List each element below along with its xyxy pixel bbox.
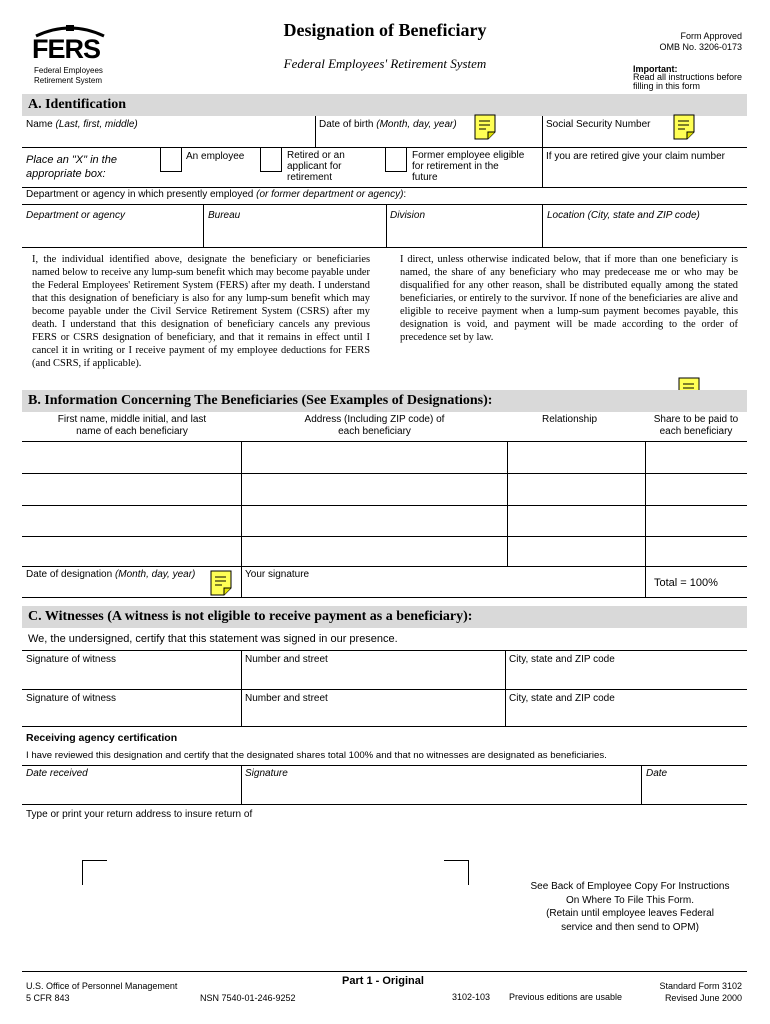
logo-subtitle-1: Federal Employees bbox=[34, 66, 103, 75]
sticky-note-icon bbox=[210, 570, 232, 594]
receiving-date-label: Date bbox=[646, 768, 668, 779]
employee-label: An employee bbox=[186, 151, 245, 162]
date-received-label: Date received bbox=[26, 768, 88, 779]
total-share: Total = 100% bbox=[654, 577, 718, 589]
sticky-note-icon bbox=[474, 114, 496, 138]
witness-1-city-label: City, state and ZIP code bbox=[509, 654, 615, 665]
division-label: Division bbox=[390, 210, 426, 221]
address-corner-mark bbox=[82, 860, 107, 885]
return-address-instruction: Type or print your return address to insure return of bbox=[26, 809, 253, 820]
footer-revised: Revised June 2000 bbox=[664, 993, 742, 1003]
footer-part: Part 1 - Original bbox=[342, 975, 424, 987]
omb-number: OMB No. 3206-0173 bbox=[659, 42, 742, 52]
col-beneficiary-address: Address (Including ZIP code) of each beneficiary bbox=[304, 414, 445, 437]
location-label: Location (City, state and ZIP code) bbox=[547, 210, 700, 221]
logo-text: FERS bbox=[32, 34, 101, 64]
fers-logo bbox=[30, 24, 110, 86]
former-employee-label: Former employee eligible for retirement in the future bbox=[412, 150, 525, 183]
designation-statement: I, the individual identified above, designate the beneficiary or beneficiaries named below to receive any lump-sum benefit which may become payable under the Federal Employees' Retirement System (FERS) after my death. I understand that this designation of beneficiary is also for any lump-sum benefit which may become payable under the Civil Service Retirement System (CSRS) after my death. I understand that this designation of beneficiary cancels any previous FERS or CSRS designation of beneficiary, and that it remains in effect until I cancel it in writing or I receive payment of my employee deductions for FERS (and CSRS, if applicable). bbox=[32, 254, 370, 369]
col-share: Share to be paid to each beneficiary bbox=[653, 414, 739, 437]
name-label: Name (Last, first, middle) bbox=[26, 119, 138, 130]
receiving-agency-title: Receiving agency certification bbox=[26, 732, 178, 744]
col-beneficiary-name: First name, middle initial, and last name of each beneficiary bbox=[57, 414, 207, 437]
date-of-designation-label: Date of designation (Month, day, year) bbox=[26, 569, 196, 580]
receiving-signature-label: Signature bbox=[245, 768, 288, 779]
place-x-instruction: Place an "X" in the appropriate box: bbox=[26, 154, 117, 180]
witness-2-signature-label: Signature of witness bbox=[26, 693, 117, 704]
witness-1-signature-label: Signature of witness bbox=[26, 654, 117, 665]
section-b-header bbox=[22, 390, 747, 412]
employee-checkbox[interactable] bbox=[160, 147, 182, 172]
witness-2-city-label: City, state and ZIP code bbox=[509, 693, 615, 704]
department-line: Department or agency in which presently employed (or former department or agency): bbox=[26, 189, 407, 200]
section-a-title: A. Identification bbox=[28, 97, 126, 112]
footer-cfr: 5 CFR 843 bbox=[26, 993, 70, 1003]
footer-opm: U.S. Office of Personnel Management bbox=[26, 981, 178, 991]
important-label: Important: bbox=[633, 64, 678, 74]
section-b-title: B. Information Concerning The Beneficiaries (See Examples of Designations): bbox=[28, 393, 493, 408]
footer-previous-editions: Previous editions are usable bbox=[509, 992, 623, 1002]
former-employee-checkbox[interactable] bbox=[385, 147, 407, 172]
section-c-header bbox=[22, 606, 747, 628]
footer-code: 3102-103 bbox=[452, 992, 491, 1002]
retired-checkbox[interactable] bbox=[260, 147, 282, 172]
witness-certify-text: We, the undersigned, certify that this statement was signed in our presence. bbox=[28, 633, 398, 645]
claim-number-label: If you are retired give your claim number bbox=[546, 151, 725, 162]
bureau-label: Bureau bbox=[208, 210, 241, 221]
distribution-statement: I direct, unless otherwise indicated below, that if more than one beneficiary is named, the share of any beneficiary who may predecease me or who may be disqualified for any other reason, shall be distributed equally among the stated beneficiaries, or entirely to the survivor. If none of the beneficiaries are alive and eligible to receive payment when a lump-sum payment becomes payable, this designation is void, and payment will be made according to the order of precedence set by law. bbox=[400, 254, 738, 343]
important-line-2: filling in this form bbox=[633, 81, 701, 91]
address-corner-mark bbox=[444, 860, 469, 885]
col-relationship: Relationship bbox=[541, 414, 598, 425]
important-line-1: Read all instructions before bbox=[633, 72, 743, 82]
logo-subtitle-2: Retirement System bbox=[34, 76, 103, 85]
footer-standard-form: Standard Form 3102 bbox=[659, 981, 742, 991]
page-title: Designation of Beneficiary bbox=[283, 20, 487, 40]
retired-label: Retired or an applicant for retirement bbox=[287, 150, 345, 183]
section-a-header bbox=[22, 94, 747, 116]
witness-2-street-label: Number and street bbox=[245, 693, 328, 704]
department-agency-label: Department or agency bbox=[26, 210, 125, 221]
dob-label: Date of birth (Month, day, year) bbox=[319, 119, 457, 130]
footer-nsn: NSN 7540-01-246-9252 bbox=[200, 993, 296, 1003]
receiving-agency-text: I have reviewed this designation and certify that the designated shares total 100% and that no witnesses are designated as beneficiaries. bbox=[26, 750, 607, 761]
witness-1-street-label: Number and street bbox=[245, 654, 328, 665]
your-signature-label: Your signature bbox=[245, 569, 310, 580]
sticky-note-icon bbox=[673, 114, 695, 138]
ssn-label: Social Security Number bbox=[546, 119, 651, 130]
page-subtitle: Federal Employees' Retirement System bbox=[283, 56, 487, 71]
form-approved: Form Approved bbox=[680, 31, 742, 41]
section-c-title: C. Witnesses (A witness is not eligible to receive payment as a beneficiary): bbox=[28, 609, 473, 624]
see-back-instructions: See Back of Employee Copy For Instructions On Where To File This Form. (Retain until employee leaves Federal service and then send to OPM) bbox=[530, 881, 730, 933]
